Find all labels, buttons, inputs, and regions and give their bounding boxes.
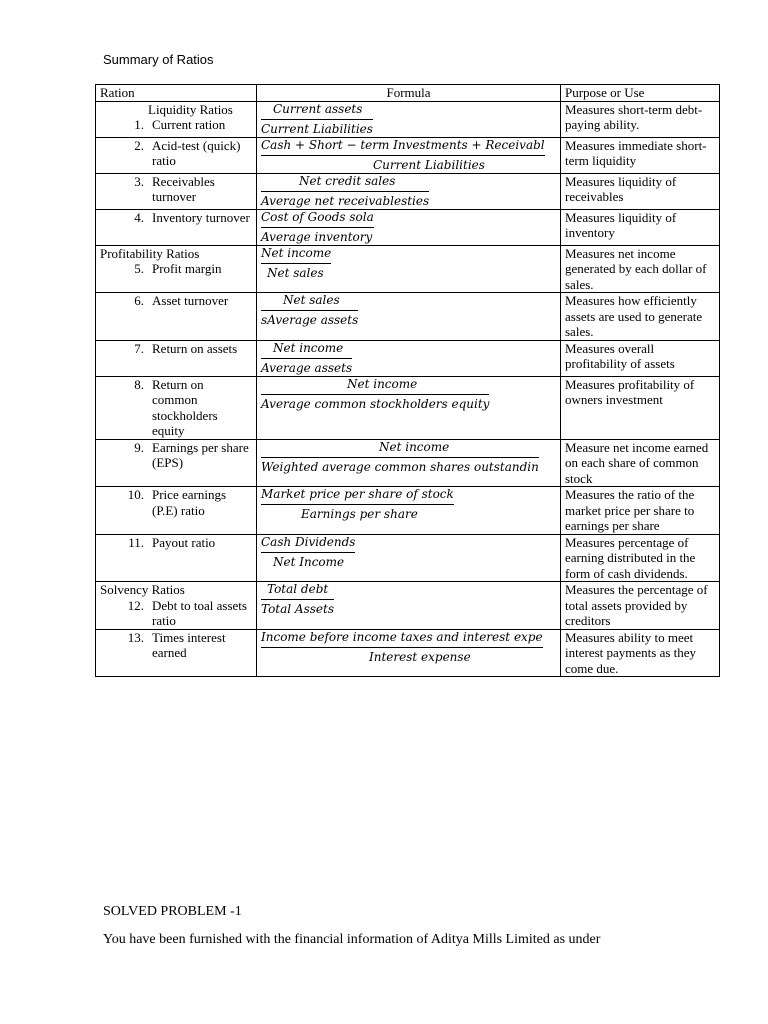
formula-numerator: Market price per share of stock (261, 487, 454, 505)
formula-denominator: Average inventory (261, 229, 373, 244)
formula-fraction (261, 440, 539, 475)
table-row (96, 137, 720, 173)
table-row (96, 293, 720, 341)
formula-fraction (261, 377, 489, 412)
table-row (96, 439, 720, 487)
ratio-name: Profit margin (152, 261, 222, 276)
formula-numerator: Net credit sales (261, 174, 429, 192)
ratio-cell (96, 209, 257, 245)
table-row (96, 487, 720, 535)
formula-cell (257, 101, 561, 137)
purpose-cell: Measures the percentage of total assets provided by creditors (561, 582, 720, 630)
ratio-name: Payout ratio (152, 534, 216, 550)
header-formula: Formula (257, 85, 561, 102)
ratio-cell (96, 293, 257, 341)
table-row (96, 209, 720, 245)
formula-fraction (261, 630, 543, 665)
ratio-number: 6. (134, 293, 144, 308)
formula-fraction (261, 246, 331, 281)
ratio-number: 9. (134, 439, 144, 455)
table-row (96, 101, 720, 137)
formula-cell (257, 245, 561, 293)
ratio-name: Times interest earned (152, 629, 226, 660)
ratio-cell (96, 101, 257, 137)
ratio-name: Return on common stockholders equity (152, 376, 218, 438)
table-header-row (96, 85, 720, 102)
group-liquidity: Liquidity Ratios (148, 101, 233, 117)
table-row (96, 173, 720, 209)
ratio-number: 4. (134, 209, 144, 225)
ratio-number: 3. (134, 173, 144, 189)
table-row (96, 340, 720, 376)
problem-intro-text: You have been furnished with the financial information of Aditya Mills Limited as under (103, 932, 601, 947)
formula-fraction (261, 138, 545, 173)
formula-denominator: Total Assets (261, 602, 334, 616)
purpose-cell: Measures overall profitability of assets (561, 340, 720, 376)
formula-fraction (261, 341, 352, 376)
formula-cell (257, 137, 561, 173)
formula-cell (257, 582, 561, 630)
ratio-cell (96, 487, 257, 535)
formula-cell (257, 209, 561, 245)
ratio-cell (96, 376, 257, 439)
ratios-table (95, 84, 720, 677)
formula-numerator: Net income (261, 341, 352, 359)
ratio-cell (96, 245, 257, 293)
formula-cell (257, 376, 561, 439)
ratio-number: 2. (134, 137, 144, 153)
formula-denominator: sAverage assets (261, 313, 359, 327)
formula-denominator: Average net receivablesties (261, 193, 430, 208)
formula-fraction (261, 293, 358, 328)
ratio-number: 11. (128, 534, 144, 550)
formula-denominator: Current Liabilities (261, 121, 373, 136)
ratio-cell (96, 582, 257, 630)
ratio-name: Return on assets (152, 340, 238, 356)
ratio-name: Inventory turnover (152, 209, 250, 225)
ratio-cell (96, 137, 257, 173)
formula-numerator: Net income (261, 377, 489, 395)
ratio-name: Earnings per share (EPS) (152, 439, 249, 470)
purpose-cell: Measure net income earned on each share of common stock (561, 439, 720, 487)
formula-denominator: Earnings per share (301, 507, 418, 521)
formula-denominator: Net Income (273, 554, 345, 569)
formula-fraction (261, 174, 429, 209)
purpose-cell: Measures how efficiently assets are used to generate sales. (561, 293, 720, 341)
purpose-cell: Measures short-term debt-paying ability. (561, 101, 720, 137)
formula-numerator: Current assets (261, 102, 373, 120)
ratio-name: Asset turnover (152, 293, 229, 308)
purpose-cell: Measures liquidity of inventory (561, 209, 720, 245)
formula-denominator: Weighted average common shares outstandin (261, 459, 539, 474)
formula-numerator: Net sales (261, 293, 358, 311)
formula-denominator: Current Liabilities (373, 157, 485, 172)
formula-denominator: Average assets (261, 360, 353, 375)
purpose-cell: Measures liquidity of receivables (561, 173, 720, 209)
formula-numerator: Total debt (261, 582, 334, 600)
formula-numerator: Cost of Goods sola (261, 210, 374, 228)
purpose-cell: Measures immediate short-term liquidity (561, 137, 720, 173)
formula-cell (257, 439, 561, 487)
formula-cell (257, 340, 561, 376)
table-row (96, 534, 720, 582)
solved-problem-title: SOLVED PROBLEM -1 (103, 904, 242, 919)
ratio-number: 5. (134, 261, 144, 276)
purpose-cell: Measures percentage of earning distributed in the form of cash dividends. (561, 534, 720, 582)
ratio-number: 12. (127, 597, 144, 613)
ratio-name: Price earnings (P.E) ratio (152, 487, 227, 518)
formula-cell (257, 487, 561, 535)
table-row (96, 245, 720, 293)
ratio-cell (96, 534, 257, 582)
purpose-cell: Measures the ratio of the market price per share to earnings per share (561, 487, 720, 535)
formula-cell (257, 293, 561, 341)
ratio-cell (96, 340, 257, 376)
group-profitability: Profitability Ratios (100, 245, 200, 261)
formula-denominator: Interest expense (369, 649, 471, 664)
formula-fraction (261, 535, 355, 570)
ratio-cell (96, 629, 257, 677)
ratio-name: Debt to toal assets ratio (152, 597, 247, 628)
table-row (96, 629, 720, 677)
formula-cell (257, 629, 561, 677)
formula-fraction (261, 210, 374, 245)
ratio-number: 8. (134, 376, 144, 392)
formula-cell (257, 173, 561, 209)
formula-fraction (261, 487, 454, 522)
ratio-name: Current ration (152, 117, 226, 132)
purpose-cell: Measures profitability of owners investment (561, 376, 720, 439)
formula-numerator: Cash + Short − term Investments + Receivabl (261, 138, 545, 156)
ratio-name: Receivables turnover (152, 173, 215, 204)
purpose-cell: Measures ability to meet interest payments as they come due. (561, 629, 720, 677)
purpose-cell: Measures net income generated by each dollar of sales. (561, 245, 720, 293)
header-purpose: Purpose or Use (561, 85, 720, 102)
ratio-cell (96, 173, 257, 209)
formula-denominator: Average common stockholders equity (261, 396, 490, 411)
formula-denominator: Net sales (267, 265, 324, 280)
header-ratio: Ration (96, 85, 257, 102)
table-row (96, 582, 720, 630)
ratio-cell (96, 439, 257, 487)
ratio-number: 13. (127, 629, 144, 645)
ratio-number: 7. (134, 340, 144, 356)
formula-fraction (261, 582, 334, 617)
page-heading: Summary of Ratios (103, 52, 214, 67)
ratio-number: 1. (134, 117, 144, 132)
ratio-name: Acid-test (quick) ratio (152, 137, 241, 168)
formula-numerator: Net income (261, 440, 539, 458)
formula-fraction (261, 102, 373, 137)
formula-cell (257, 534, 561, 582)
group-solvency: Solvency Ratios (100, 582, 185, 597)
table-row (96, 376, 720, 439)
formula-numerator: Income before income taxes and interest expe (261, 630, 543, 648)
formula-numerator: Net income (261, 246, 331, 264)
ratio-number: 10. (127, 487, 144, 502)
formula-numerator: Cash Dividends (261, 535, 355, 553)
